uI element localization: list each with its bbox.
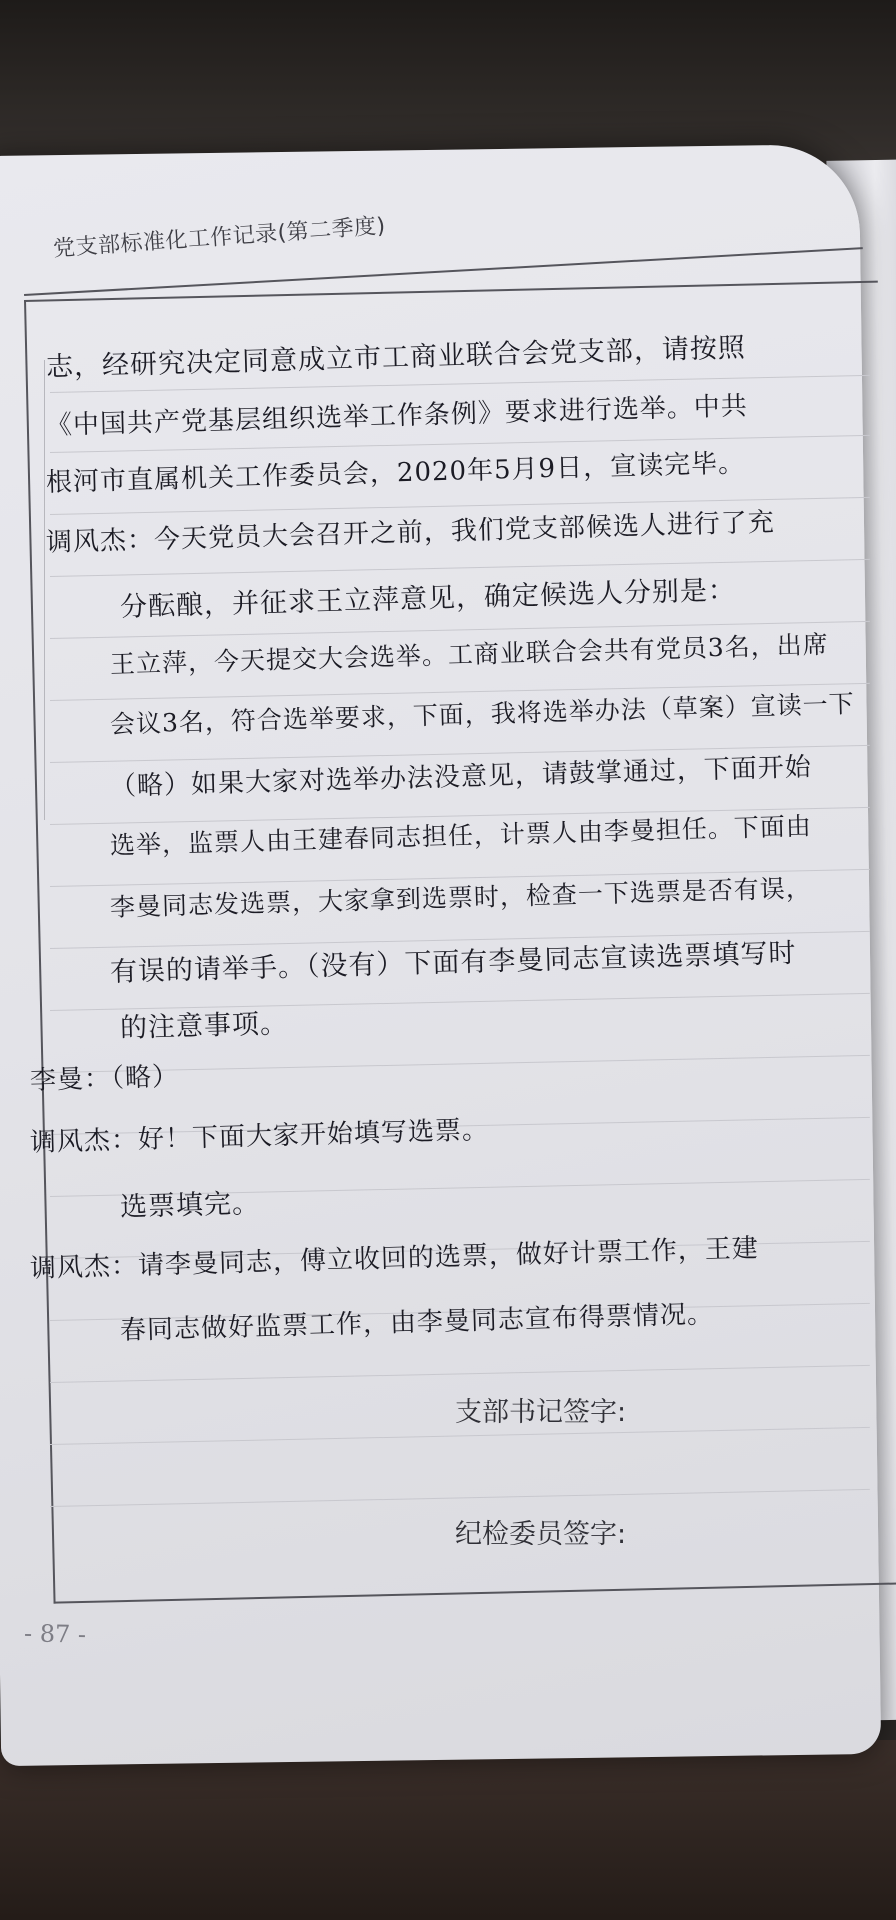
handwritten-line: 志，经研究决定同意成立市工商业联合会党支部，请按照 <box>45 332 747 383</box>
handwritten-line: 分酝酿，并征求王立萍意见，确定候选人分别是： <box>119 574 737 623</box>
page-number: - 87 - <box>23 1619 87 1649</box>
handwritten-line: 李曼：（略） <box>29 1061 180 1096</box>
handwritten-line: 根河市直属机关工作委员会，2020年5月9日，宣读完毕。 <box>45 448 746 498</box>
handwritten-line: 调风杰：请李曼同志，傅立收回的选票，做好计票工作，王建 <box>29 1233 760 1284</box>
handwritten-line: 《中国共产党基层组织选举工作条例》要求进行选举。中共 <box>45 391 749 441</box>
handwritten-line: 选举，监票人由王建春同志担任，计票人由李曼担任。下面由 <box>109 811 813 860</box>
inspector-signature-label: 纪检委员签字: <box>455 1519 627 1550</box>
handwritten-line: 春同志做好监票工作，由李曼同志宣布得票情况。 <box>119 1299 715 1346</box>
margin-line <box>44 360 45 820</box>
handwritten-line: 调风杰：今天党员大会召开之前，我们党支部候选人进行了充 <box>45 507 776 558</box>
page-header: 党支部标准化工作记录(第二季度) <box>52 213 387 262</box>
secretary-signature-label: 支部书记签字: <box>455 1397 627 1428</box>
handwritten-line: 的注意事项。 <box>119 1008 289 1044</box>
handwritten-line: （略）如果大家对选举办法没意见，请鼓掌通过，下面开始 <box>109 752 813 802</box>
background-bottom <box>0 1740 896 1920</box>
handwritten-line: 王立萍，今天提交大会选举。工商业联合会共有党员3名，出席 <box>109 629 830 679</box>
handwritten-line: 选票填完。 <box>119 1188 261 1223</box>
handwritten-line: 有误的请举手。（没有）下面有李曼同志宣读选票填写时 <box>109 937 797 988</box>
handwritten-line: 会议3名，符合选举要求，下面，我将选举办法（草案）宣读一下 <box>109 689 856 739</box>
handwritten-line: 李曼同志发选票，大家拿到选票时，检查一下选票是否有误， <box>109 873 813 922</box>
handwritten-line: 调风杰：好！下面大家开始填写选票。 <box>29 1115 490 1158</box>
